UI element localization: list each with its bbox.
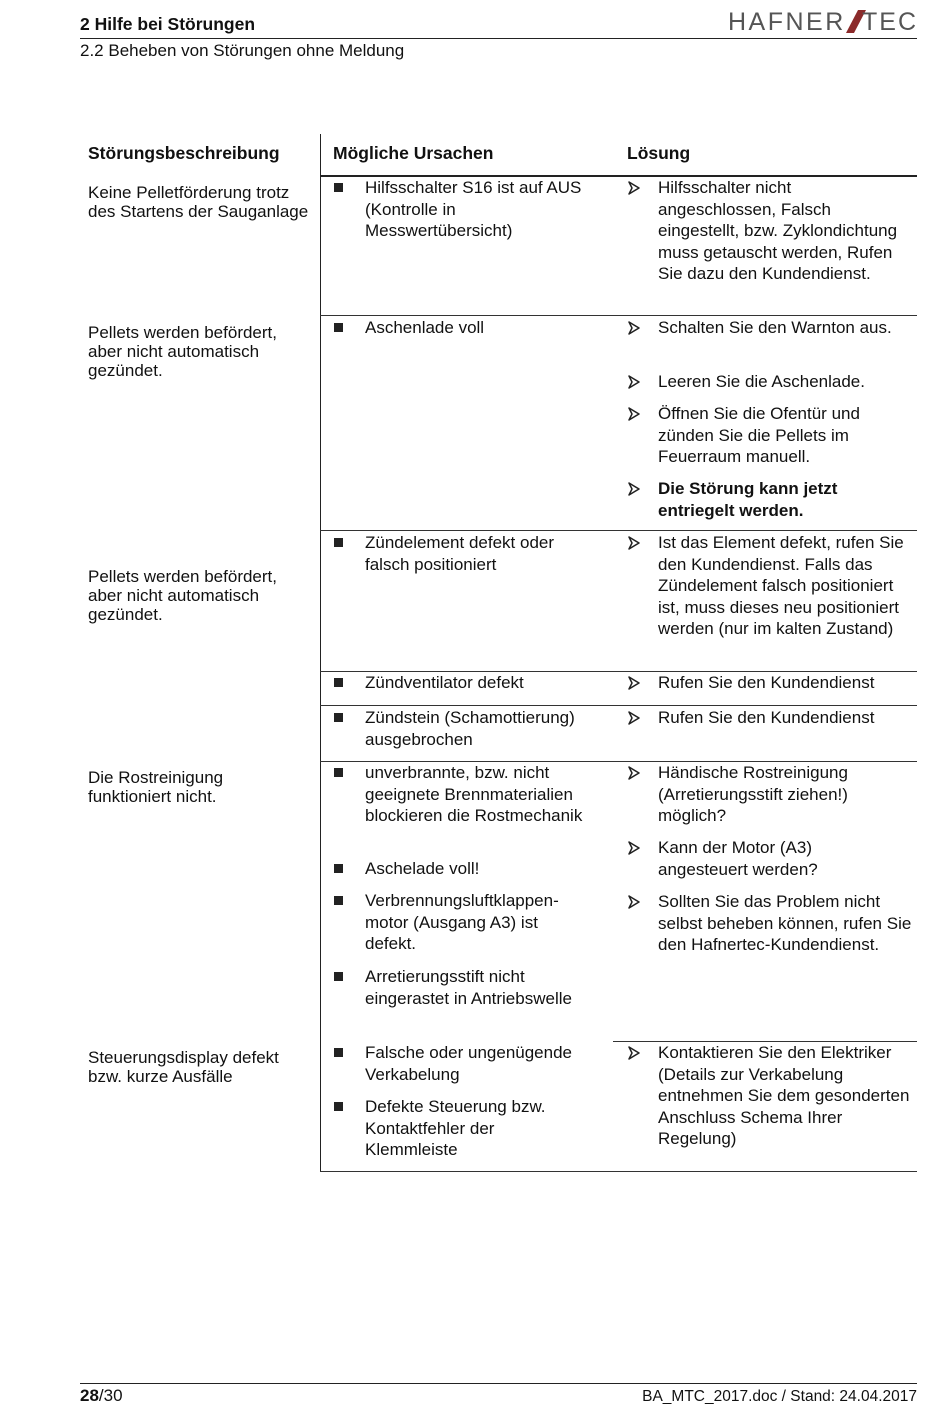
square-bullet-icon [334,183,343,192]
solution-item: Schalten Sie den Warnton aus. [658,318,892,337]
column-divider [320,134,321,1172]
page-number [80,1386,123,1406]
square-bullet-icon [334,1048,343,1057]
page-current: 28 [80,1386,99,1405]
arrow-bullet-icon [627,676,641,690]
arrow-bullet-icon [627,482,641,496]
cause-item: Aschelade voll! [365,859,480,878]
square-bullet-icon [334,713,343,722]
arrow-bullet-icon [627,895,641,909]
description-cell: Pellets werden befördert, aber nicht automatisch gezündet. [88,323,277,380]
footer-rule [80,1383,917,1384]
cause-item: Arretierungsstift nicht eingerastet in Antriebswelle [365,967,572,1008]
cause-item: Zündstein (Schamottierung) ausgebrochen [365,708,575,749]
square-bullet-icon [334,538,343,547]
row-divider [320,315,917,316]
section-title: 2.2 Beheben von Störungen ohne Meldung [80,41,405,60]
row-divider [320,705,917,706]
solution-item: Rufen Sie den Kundendienst [658,708,875,727]
hafnertec-logo [728,6,918,36]
arrow-bullet-icon [627,321,641,335]
square-bullet-icon [334,323,343,332]
cause-item: Falsche oder ungenügende Verkabelung [365,1043,572,1084]
column-header-solution: Lösung [627,143,691,163]
svg-text:TEC: TEC [862,8,918,36]
solution-item-emphasis: Die Störung kann jetzt entriegelt werden. [658,479,838,520]
square-bullet-icon [334,864,343,873]
arrow-bullet-icon [627,711,641,725]
solution-item: Öffnen Sie die Ofentür und zünden Sie die Pellets im Feuerraum manuell. [658,404,860,466]
solution-item: Rufen Sie den Kundendienst [658,673,875,692]
cause-item: Verbrennungsluftklappen-motor (Ausgang A3) ist defekt. [365,891,559,953]
table-bottom-rule [320,1171,613,1172]
solution-item: Hilfsschalter nicht angeschlossen, Falsch eingestellt, bzw. Zyklondichtung muss getauscht werden, Rufen Sie dazu den Kundendienst. [658,178,898,283]
description-cell: Pellets werden befördert, aber nicht automatisch gezündet. [88,567,277,624]
solution-item: Kann der Motor (A3) angesteuert werden? [658,838,818,879]
arrow-bullet-icon [627,375,641,389]
arrow-bullet-icon [627,1046,641,1060]
cause-item: Zündelement defekt oder falsch positioniert [365,533,555,574]
chapter-title: 2 Hilfe bei Störungen [80,14,256,34]
square-bullet-icon [334,972,343,981]
solution-item: Händische Rostreinigung (Arretierungsstift ziehen!) möglich? [658,763,848,825]
solution-item: Leeren Sie die Aschenlade. [658,372,865,391]
square-bullet-icon [334,1102,343,1111]
table-bottom-rule [613,1171,917,1172]
header-rule [80,38,917,39]
svg-text:HAFNER: HAFNER [728,8,846,36]
square-bullet-icon [334,678,343,687]
description-cell: Die Rostreinigung funktioniert nicht. [88,768,224,806]
arrow-bullet-icon [627,841,641,855]
cause-item: unverbrannte, bzw. nicht geeignete Brennmaterialien blockieren die Rostmechanik [365,763,583,825]
column-header-description: Störungsbeschreibung [88,143,280,163]
arrow-bullet-icon [627,181,641,195]
arrow-bullet-icon [627,536,641,550]
description-cell: Keine Pelletförderung trotz des Startens der Sauganlage [88,183,309,221]
solution-item: Ist das Element defekt, rufen Sie den Kundendienst. Falls das Zündelement falsch positioniert ist, muss dieses neu positioniert werden (nur im kalten Zustand) [658,533,904,638]
arrow-bullet-icon [627,407,641,421]
document-info: BA_MTC_2017.doc / Stand: 24.04.2017 [642,1388,917,1405]
row-divider [320,530,917,531]
cause-item: Defekte Steuerung bzw. Kontaktfehler der Klemmleiste [365,1097,546,1159]
column-header-causes: Mögliche Ursachen [333,143,494,163]
square-bullet-icon [334,896,343,905]
cause-item: Aschenlade voll [365,318,485,337]
solution-item: Kontaktieren Sie den Elektriker (Details zur Verkabelung entnehmen Sie dem gesonderten Anschluss Schema Ihrer Regelung) [658,1043,910,1148]
description-cell: Steuerungsdisplay defekt bzw. kurze Ausfälle [88,1048,279,1086]
page-total: /30 [98,1386,123,1405]
cause-item: Hilfsschalter S16 ist auf AUS (Kontrolle in Messwertübersicht) [365,178,582,240]
arrow-bullet-icon [627,766,641,780]
square-bullet-icon [334,768,343,777]
solution-item: Sollten Sie das Problem nicht selbst beheben können, rufen Sie den Hafnertec-Kundendienst. [658,892,912,954]
cause-item: Zündventilator defekt [365,673,524,692]
